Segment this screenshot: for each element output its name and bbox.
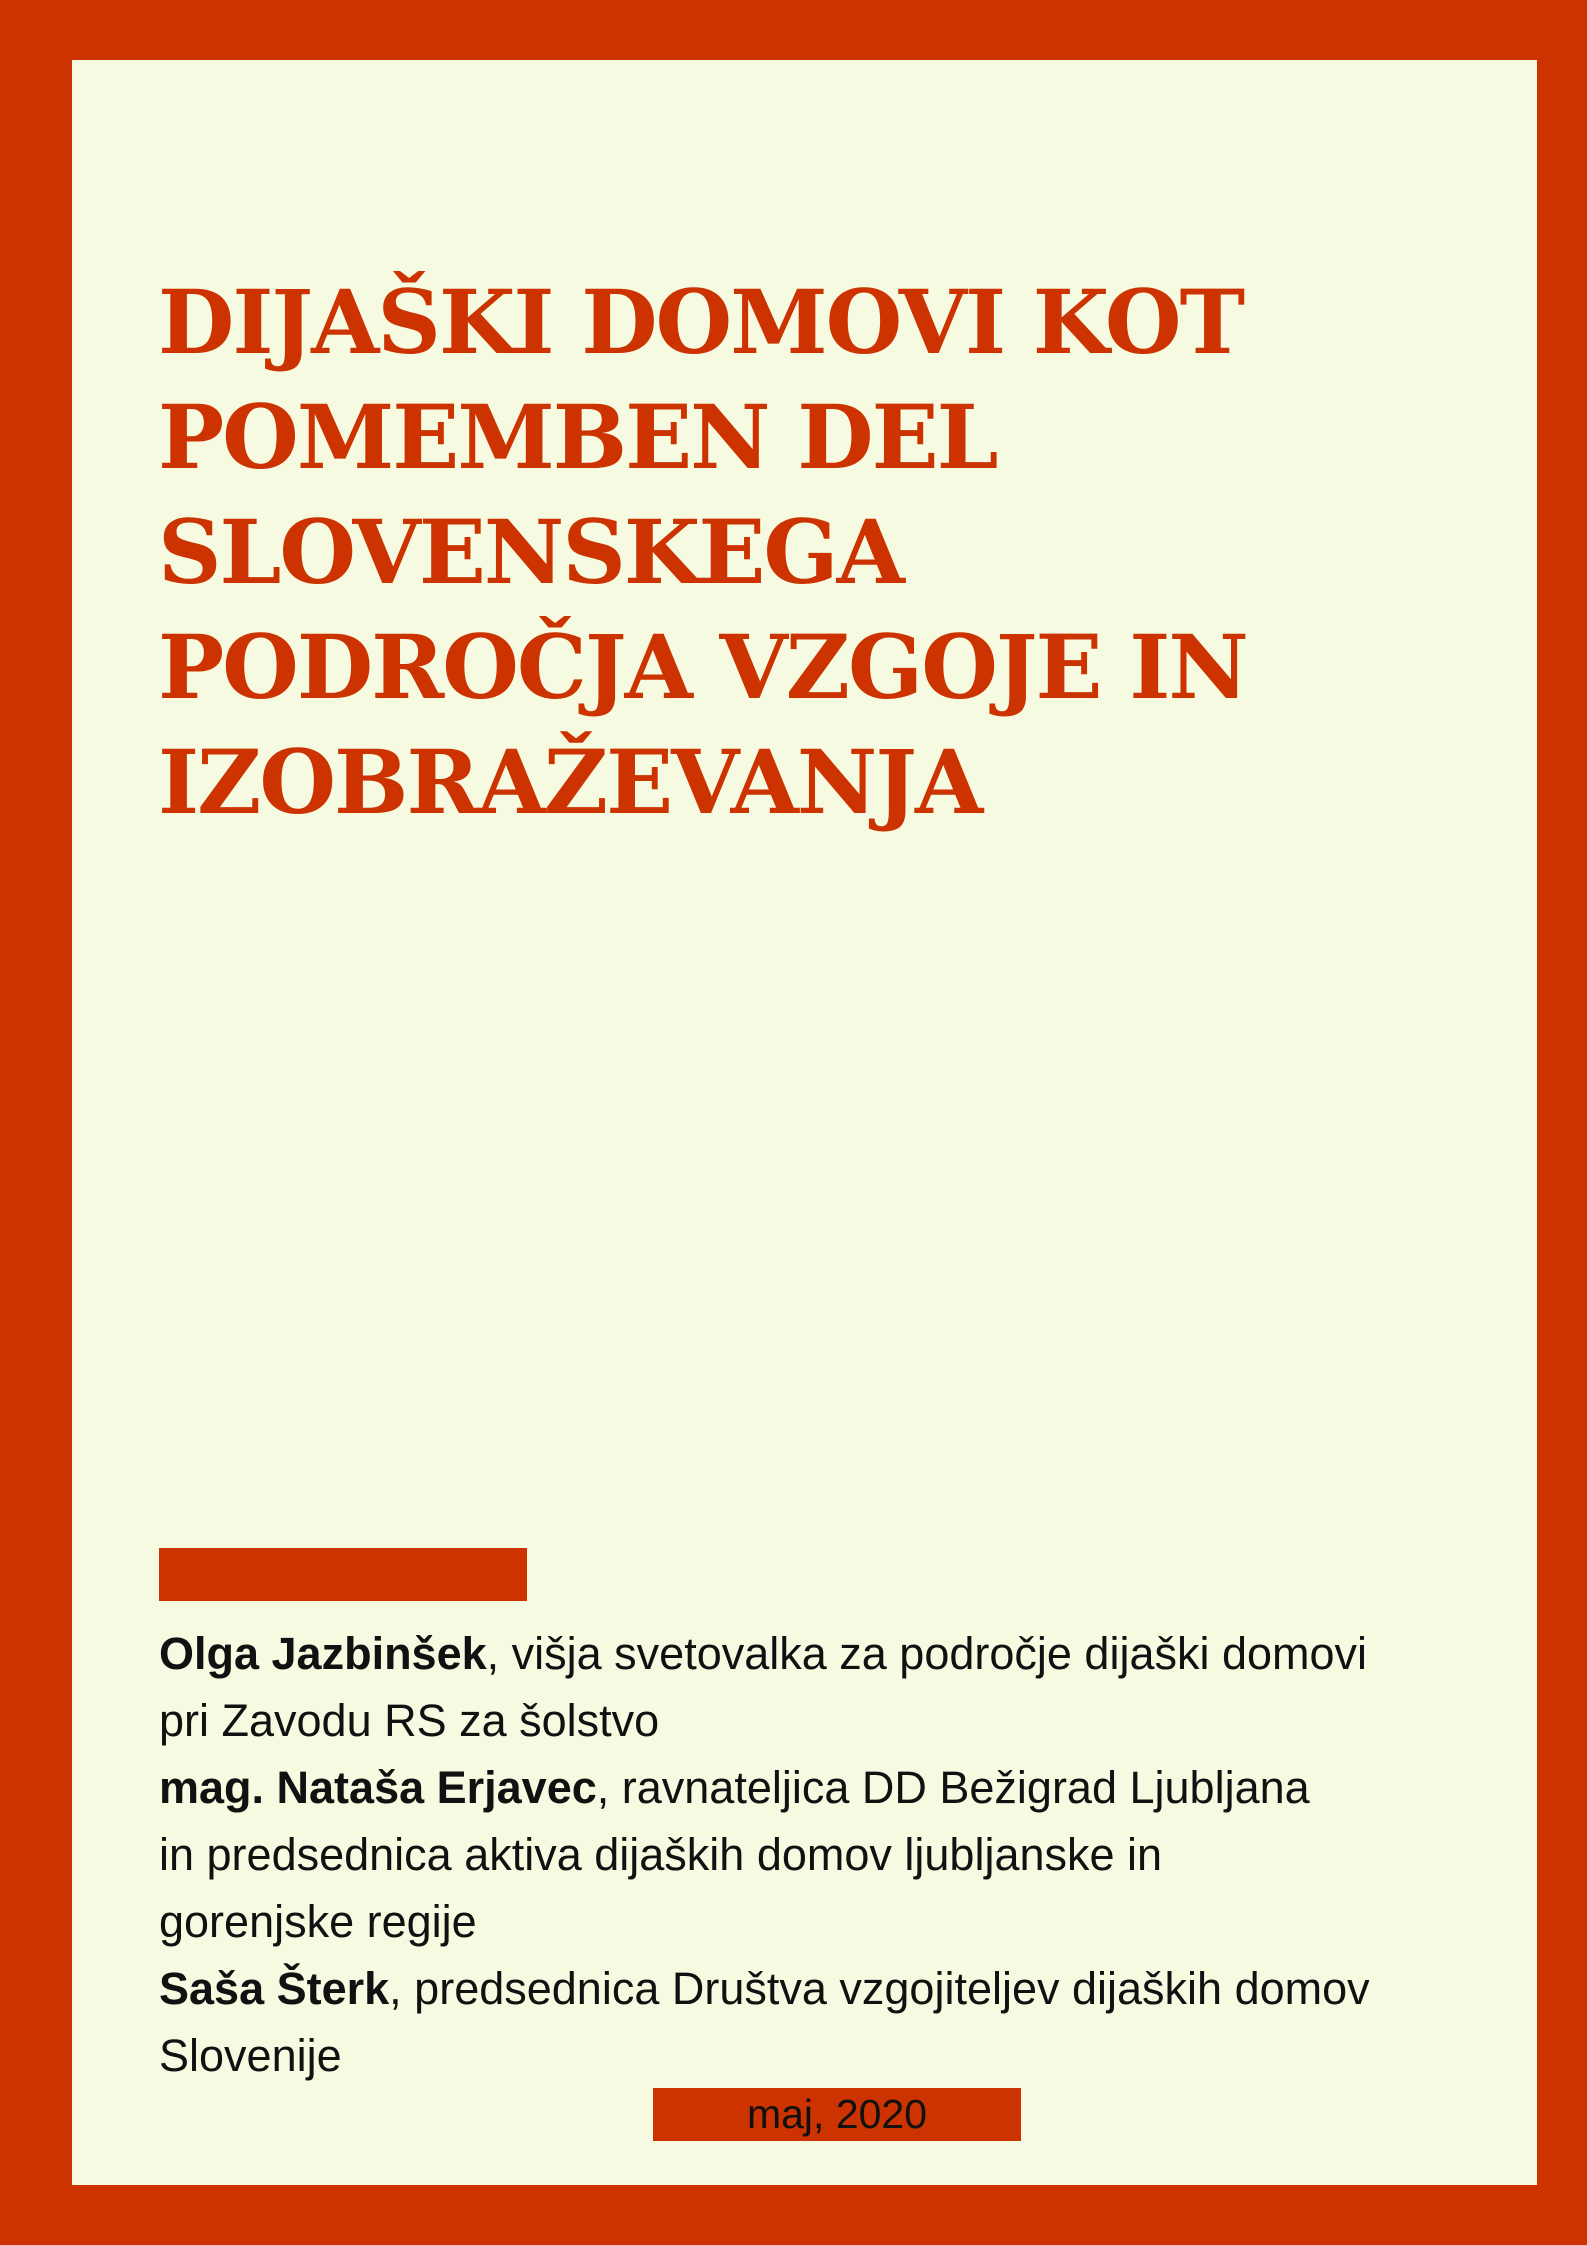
author-3-role: , predsednica Društva vzgojiteljev dijaških domov xyxy=(389,1963,1370,2014)
author-2-name: mag. Nataša Erjavec xyxy=(159,1762,597,1813)
author-2-role: , ravnateljica DD Bežigrad Ljubljana xyxy=(596,1762,1310,1813)
author-list xyxy=(159,1620,1519,2089)
title-line-3: SLOVENSKEGA xyxy=(158,500,903,604)
author-1-role: , višja svetovalka za področje dijaški domovi xyxy=(486,1628,1368,1679)
author-2-line-2: in predsednica aktiva dijaških domov ljubljanske in xyxy=(159,1829,1163,1880)
author-2-line-1 xyxy=(159,1754,1519,1821)
accent-bar xyxy=(159,1548,527,1601)
title-line-2: POMEMBEN DEL xyxy=(158,385,997,489)
author-1-line-2: pri Zavodu RS za šolstvo xyxy=(159,1695,660,1746)
publication-date: maj, 2020 xyxy=(653,2088,1021,2141)
author-1-name: Olga Jazbinšek xyxy=(159,1628,487,1679)
title-line-1: DIJAŠKI DOMOVI KOT xyxy=(158,270,1244,374)
author-3-line-1 xyxy=(159,1955,1519,2022)
title-line-5: IZOBRAŽEVANJA xyxy=(158,730,982,834)
cover-page xyxy=(72,60,1537,2185)
title-line-4: PODROČJA VZGOJE IN xyxy=(158,615,1247,719)
author-1-line-1 xyxy=(159,1620,1519,1687)
author-3-name: Saša Šterk xyxy=(159,1963,390,2014)
author-3-line-2: Slovenije xyxy=(159,2030,342,2081)
author-2-line-3: gorenjske regije xyxy=(159,1896,477,1947)
document-title xyxy=(158,265,1258,840)
